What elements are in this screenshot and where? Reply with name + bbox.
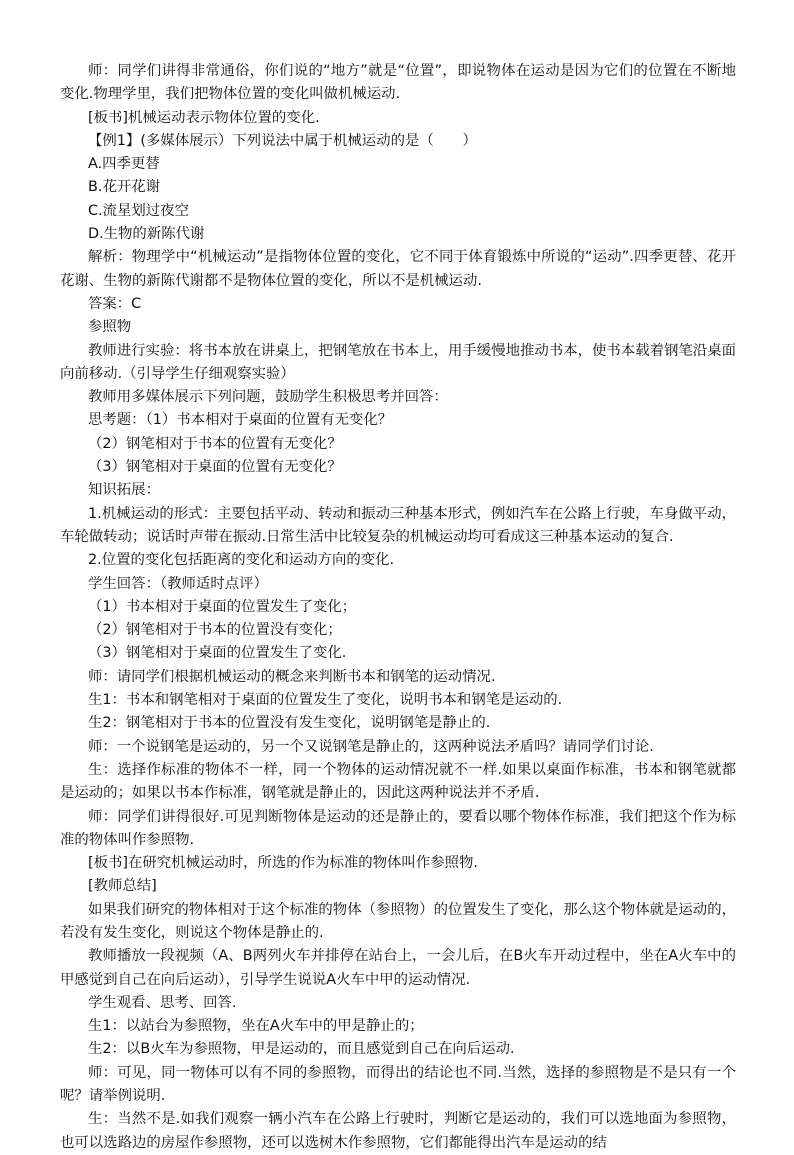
paragraph: 教师播放一段视频（A、B两列火车并排停在站台上，一会儿后，在B火车开动过程中，坐在A火车中的甲感觉到自己在向后运动），引导学生说说A火车中甲的运动情况. [60,948,736,988]
paragraph: [板书]机械运动表示物体位置的变化. [88,109,320,126]
paragraph: 师：请同学们根据机械运动的概念来判断书本和钢笔的运动情况. [88,668,496,685]
paragraph: 生2：钢笔相对于书本的位置没有发生变化，说明钢笔是静止的. [88,715,491,732]
paragraph: 师：同学们讲得很好.可见判断物体是运动的还是静止的，要看以哪个物体作标准，我们把这个作为标准的物体叫作参照物. [60,808,736,848]
option-c: C.流星划过夜空 [88,202,189,219]
answer-line: （2）钢笔相对于书本的位置没有变化； [88,622,342,639]
paragraph: 教师进行实验：将书本放在讲桌上，把钢笔放在书本上，用手缓慢地推动书本，使书本载着钢笔沿桌面向前移动.（引导学生仔细观察实验） [60,342,736,382]
paragraph: 生：选择作标准的物体不一样，同一个物体的运动情况就不一样.如果以桌面作标准，书本和钢笔就都是运动的；如果以书本作标准，钢笔就是静止的，因此这两种说法并不矛盾. [60,761,736,802]
paragraph: 生：当然不是.如我们观察一辆小汽车在公路上行驶时，判断它是运动的，我们可以选地面为参照物，也可以选路边的房屋作参照物，还可以选树木作参照物，它们都能得出汽车是运动的结 [60,1111,736,1151]
question-line: （3）钢笔相对于桌面的位置有无变化？ [88,459,342,476]
paragraph: 生1：以站台为参照物，坐在A火车中的甲是静止的； [88,1018,424,1035]
document-page [60,60,736,1155]
section-heading: 参照物 [88,319,132,336]
answer-line: （1）书本相对于桌面的位置发生了变化； [88,598,357,615]
paragraph: [教师总结] [88,878,157,895]
example-question: 【例1】(多媒体展示）下列说法中属于机械运动的是（ ） [88,132,477,149]
paragraph: 2.位置的变化包括距离的变化和运动方向的变化. [88,552,395,569]
question-line: 思考题：（1）书本相对于桌面的位置有无变化？ [88,412,393,429]
answer-line: 答案：C [88,295,142,312]
option-a: A.四季更替 [88,156,160,173]
answer-line: （3）钢笔相对于桌面的位置发生了变化. [88,645,347,662]
paragraph: 知识拓展： [88,482,160,499]
analysis-paragraph: 解析：物理学中“机械运动”是指物体位置的变化，它不同于体育锻炼中所说的“运动”.四季更替、花开花谢、生物的新陈代谢都不是物体位置的变化，所以不是机械运动. [60,249,736,289]
paragraph: 1.机械运动的形式：主要包括平动、转动和振动三种基本形式，例如汽车在公路上行驶，车身做平动，车轮做转动；说话时声带在振动.日常生活中比较复杂的机械运动均可看成这三种基本运动的复合. [60,505,736,545]
paragraph: 如果我们研究的物体相对于这个标准的物体（参照物）的位置发生了变化，那么这个物体就是运动的，若没有发生变化，则说这个物体是静止的. [60,901,736,941]
paragraph: 师：可见，同一物体可以有不同的参照物，而得出的结论也不同.当然，选择的参照物是不是只有一个呢？请举例说明. [60,1064,736,1105]
paragraph: 学生回答：（教师适时点评） [88,575,268,592]
paragraph: 师：同学们讲得非常通俗，你们说的“地方”就是“位置”，即说物体在运动是因为它们的位置在不断地变化.物理学里，我们把物体位置的变化叫做机械运动. [60,63,736,103]
option-d: D.生物的新陈代谢 [88,226,205,243]
paragraph: 教师用多媒体展示下列问题，鼓励学生积极思考并回答： [88,389,448,406]
paragraph: 生1：书本和钢笔相对于桌面的位置发生了变化，说明书本和钢笔是运动的. [88,692,563,709]
paragraph: 学生观看、思考、回答. [88,994,237,1011]
question-line: （2）钢笔相对于书本的位置有无变化？ [88,435,342,452]
option-b: B.花开花谢 [88,179,161,196]
paragraph: [板书]在研究机械运动时，所选的作为标准的物体叫作参照物. [88,855,478,872]
paragraph: 生2：以B火车为参照物，甲是运动的，而且感觉到自己在向后运动. [88,1041,515,1058]
paragraph: 师：一个说钢笔是运动的，另一个又说钢笔是静止的，这两种说法矛盾吗？请同学们讨论. [88,738,654,755]
